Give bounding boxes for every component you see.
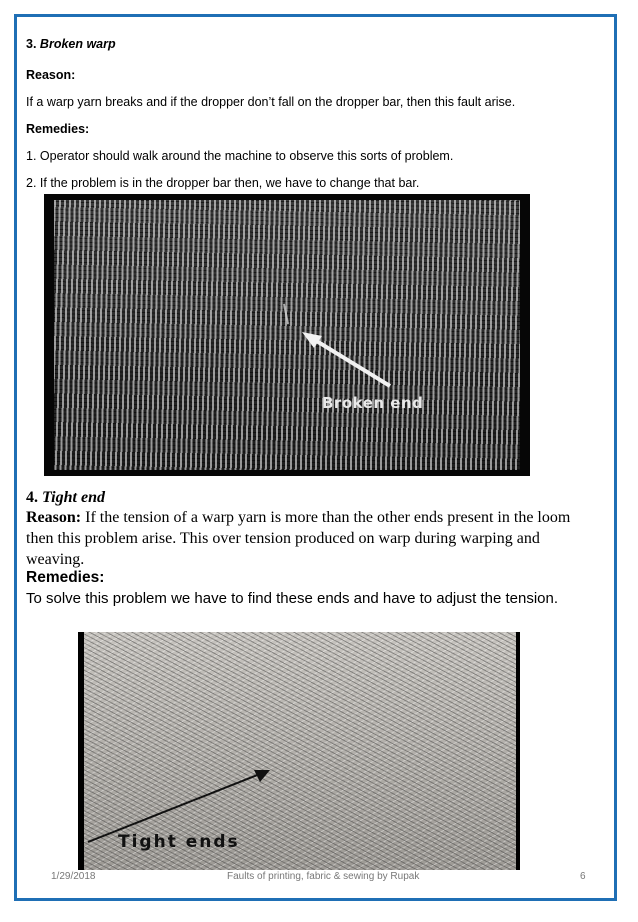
broken-warp-fabric-image xyxy=(44,194,530,476)
section4-reason-line-2: then this problem arise. This over tension produced on warp during warping and xyxy=(26,530,540,547)
section3-remedy-1: 1. Operator should walk around the machine to observe this sorts of problem. xyxy=(26,149,454,163)
section3-title: Broken warp xyxy=(39,37,116,51)
section3-number: 3. xyxy=(26,37,37,51)
tight-end-fabric-image xyxy=(78,632,520,870)
footer-date: 1/29/2018 xyxy=(51,871,96,882)
section3-reason-heading: Reason: xyxy=(26,68,76,82)
section4-heading xyxy=(26,488,105,507)
section4-remedies-heading: Remedies: xyxy=(26,569,105,586)
section4-reason-line-1 xyxy=(26,508,570,527)
broken-end-arrow-icon xyxy=(44,194,530,476)
section4-reason-line-3: weaving. xyxy=(26,551,85,568)
tight-ends-label: Tight ends xyxy=(118,832,240,852)
section3-reason-text: If a warp yarn breaks and if the dropper don’t fall on the dropper bar, then this fault arise. xyxy=(26,95,516,109)
section3-remedies-heading: Remedies: xyxy=(26,122,90,136)
section4-reason-heading: Reason: xyxy=(26,509,82,526)
section4-reason-text-1: If the tension of a warp yarn is more than the other ends present in the loom xyxy=(85,509,571,526)
section4-remedy-text: To solve this problem we have to find these ends and have to adjust the tension. xyxy=(26,590,559,607)
section4-title: Tight end xyxy=(42,489,105,506)
section4-number: 4. xyxy=(26,489,38,506)
footer-page-number: 6 xyxy=(580,871,586,882)
section3-remedy-2: 2. If the problem is in the dropper bar then, we have to change that bar. xyxy=(26,176,420,190)
broken-end-label: Broken end xyxy=(322,394,424,412)
section3-heading xyxy=(26,37,116,52)
footer-title: Faults of printing, fabric & sewing by Rupak xyxy=(227,871,420,882)
